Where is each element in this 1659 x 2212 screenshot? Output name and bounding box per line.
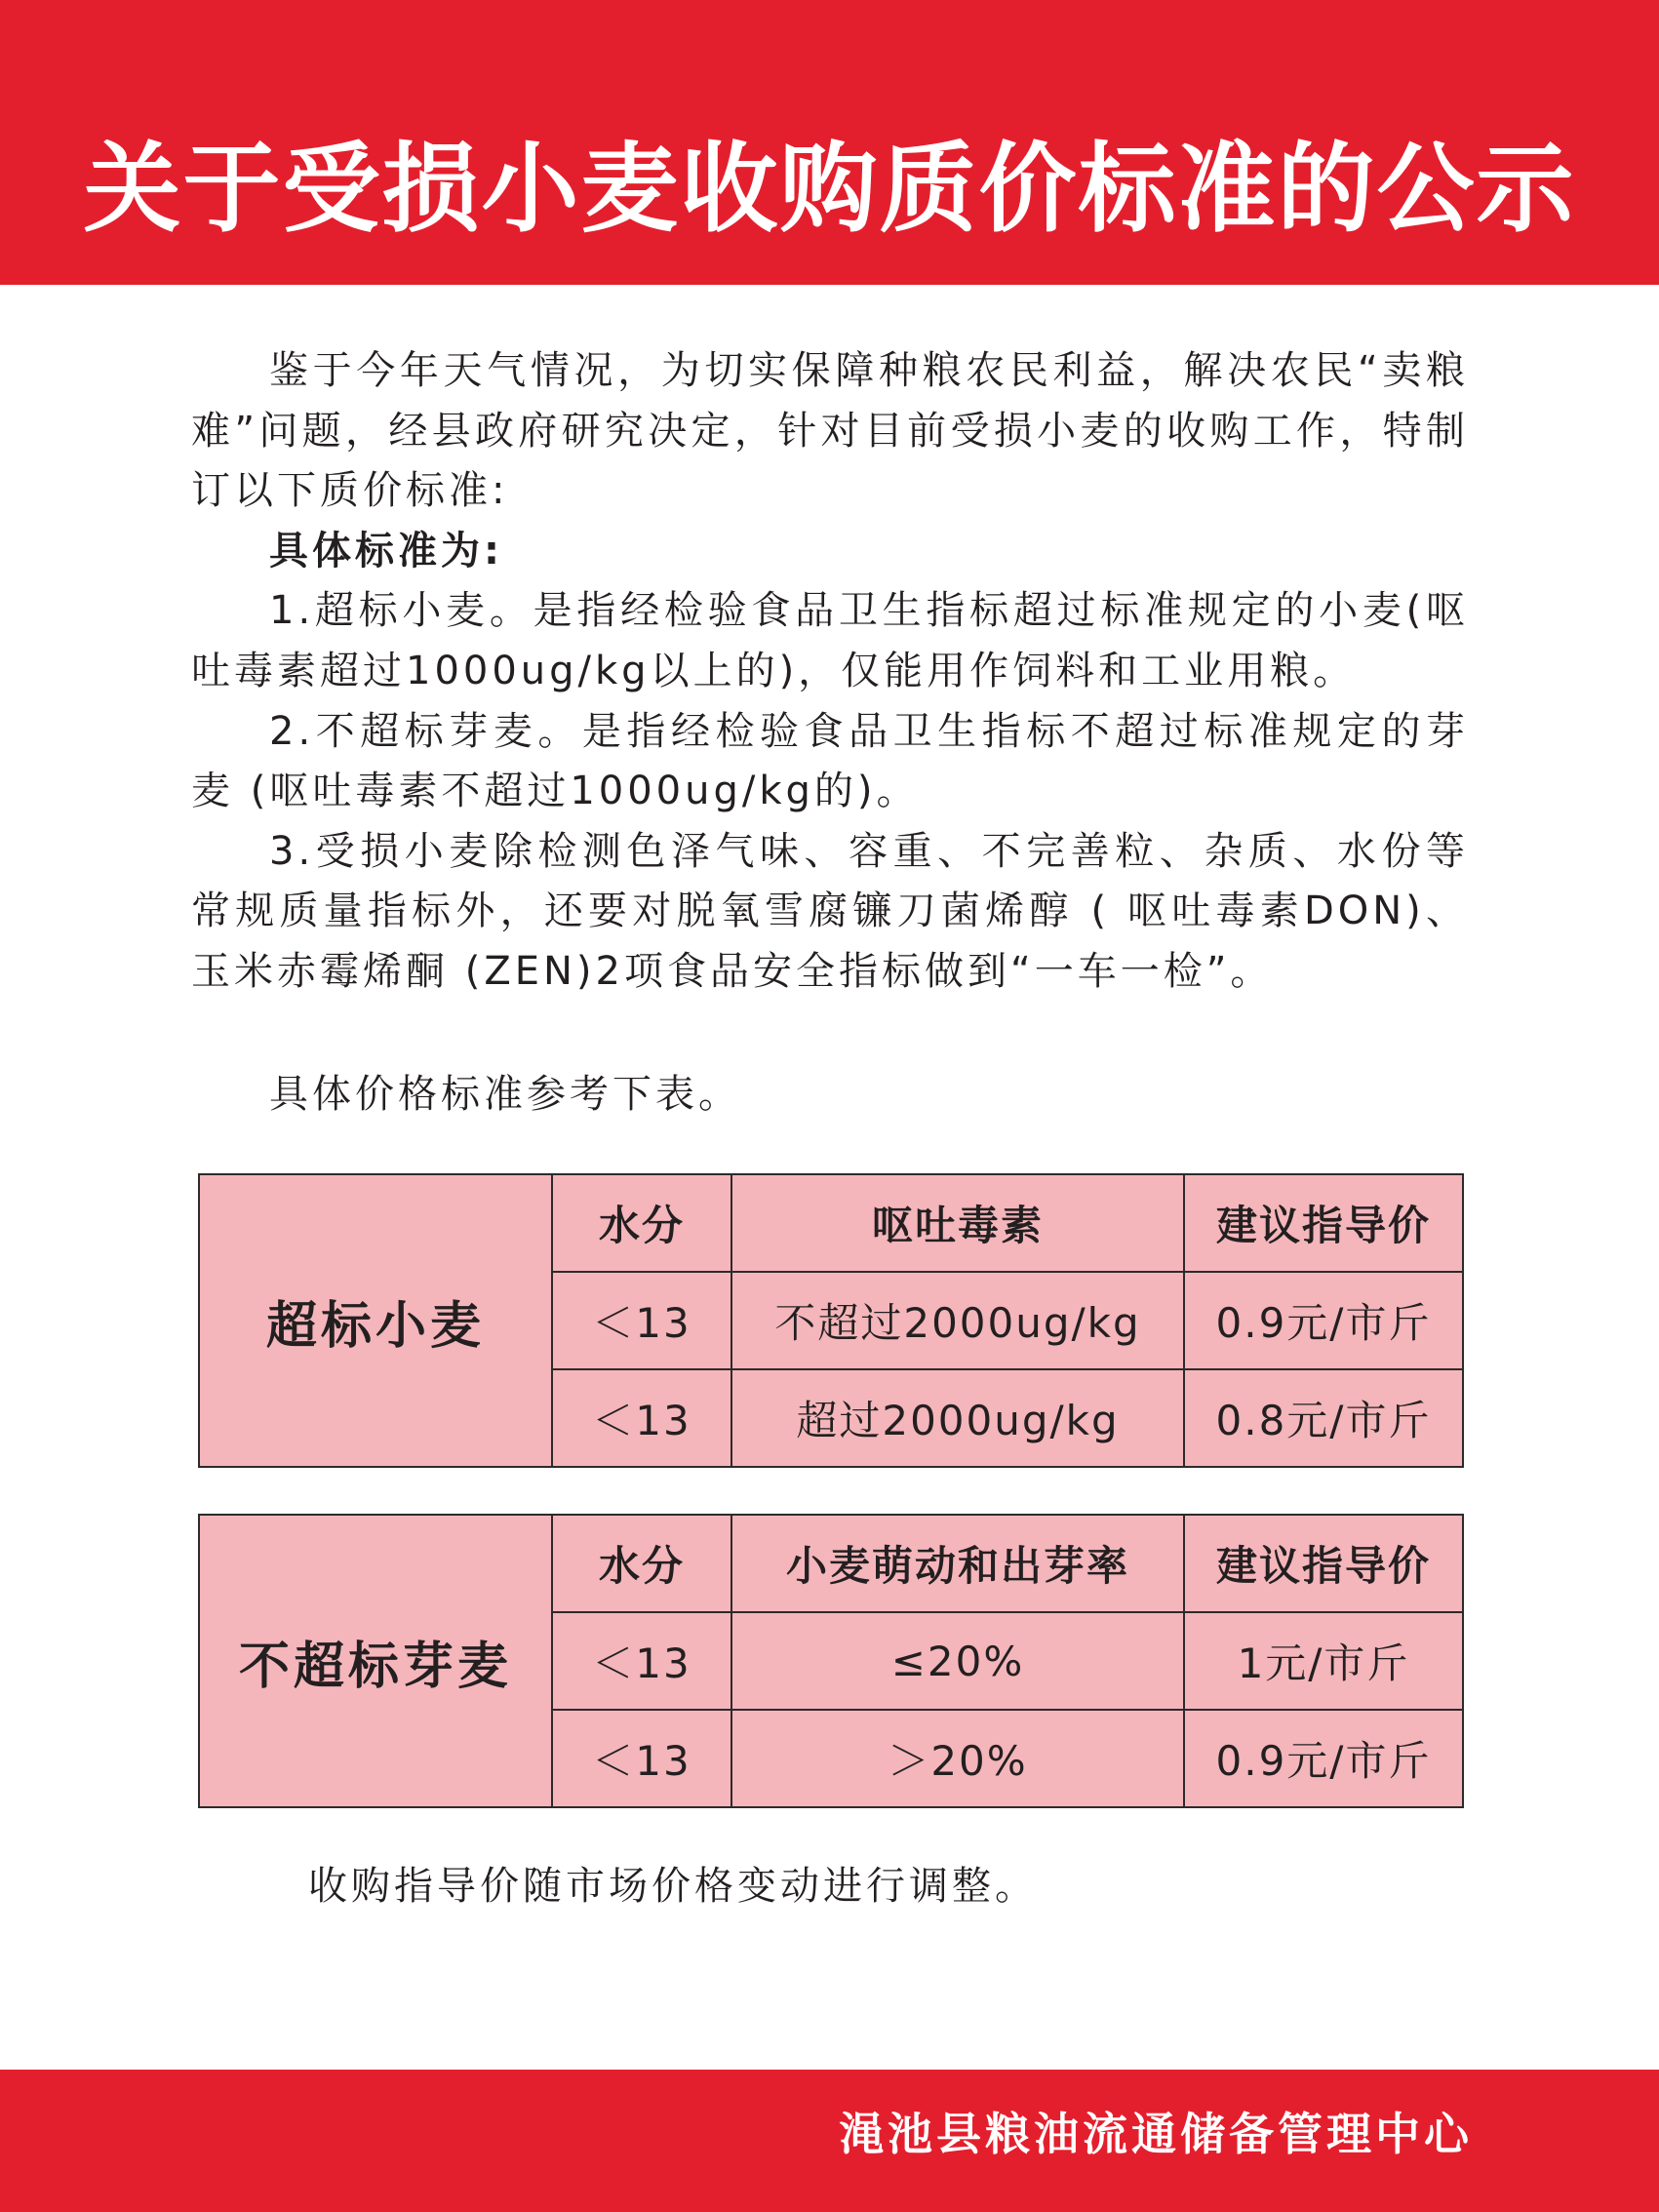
price-cell: 0.8元/市斤 [1184, 1369, 1463, 1467]
page-title: 关于受损小麦收购质价标准的公示 [83, 131, 1576, 246]
moisture-cell: ＜13 [552, 1612, 731, 1710]
over-limit-wheat-table [198, 1173, 1464, 1468]
moisture-cell: ＜13 [552, 1369, 731, 1467]
header-cell: 水分 [552, 1515, 731, 1612]
header-cell: 水分 [552, 1174, 731, 1272]
intro-paragraph: 鉴于今年天气情况，为切实保障种粮农民利益，解决农民“卖粮难”问题，经县政府研究决定，针对目前受损小麦的收购工作，特制订以下质价标准: [191, 348, 1469, 514]
category-cell: 不超标芽麦 [199, 1515, 552, 1807]
toxin-cell: 超过2000ug/kg [731, 1369, 1184, 1467]
price-adjustment-note: 收购指导价随市场价格变动进行调整。 [308, 1864, 1038, 1909]
moisture-cell: ＜13 [552, 1710, 731, 1807]
header-cell: 呕吐毒素 [731, 1174, 1184, 1272]
sprout-rate-cell: ≤20% [731, 1612, 1184, 1710]
table-header-row [199, 1515, 1463, 1612]
header-cell: 建议指导价 [1184, 1174, 1463, 1272]
notice-body [191, 341, 1469, 1003]
sprouted-wheat-table [198, 1514, 1464, 1808]
item-3-paragraph: 3.受损小麦除检测色泽气味、容重、不完善粒、杂质、水份等常规质量指标外，还要对脱氧雪腐镰刀菌烯醇 ( 呕吐毒素DON)、玉米赤霉烯酮 (ZEN)2项食品安全指标做到“一车一检”。 [191, 828, 1469, 994]
header-cell: 小麦萌动和出芽率 [731, 1515, 1184, 1612]
standards-subheading: 具体标准为: [269, 528, 503, 573]
price-cell: 1元/市斤 [1184, 1612, 1463, 1710]
item-2-paragraph: 2.不超标芽麦。是指经检验食品卫生指标不超过标准规定的芽麦 (呕吐毒素不超过1000ug/kg的)。 [191, 708, 1469, 814]
moisture-cell: ＜13 [552, 1272, 731, 1369]
table-header-row [199, 1174, 1463, 1272]
sprout-rate-cell: ＞20% [731, 1710, 1184, 1807]
organization-name: 渑池县粮油流通储备管理中心 [839, 2108, 1473, 2160]
price-cell: 0.9元/市斤 [1184, 1710, 1463, 1807]
category-cell: 超标小麦 [199, 1174, 552, 1467]
header-cell: 建议指导价 [1184, 1515, 1463, 1612]
toxin-cell: 不超过2000ug/kg [731, 1272, 1184, 1369]
item-1-paragraph: 1.超标小麦。是指经检验食品卫生指标超过标准规定的小麦(呕吐毒素超过1000ug/kg以上的)，仅能用作饲料和工业用粮。 [191, 588, 1469, 693]
table-intro: 具体价格标准参考下表。 [269, 1072, 741, 1117]
price-cell: 0.9元/市斤 [1184, 1272, 1463, 1369]
